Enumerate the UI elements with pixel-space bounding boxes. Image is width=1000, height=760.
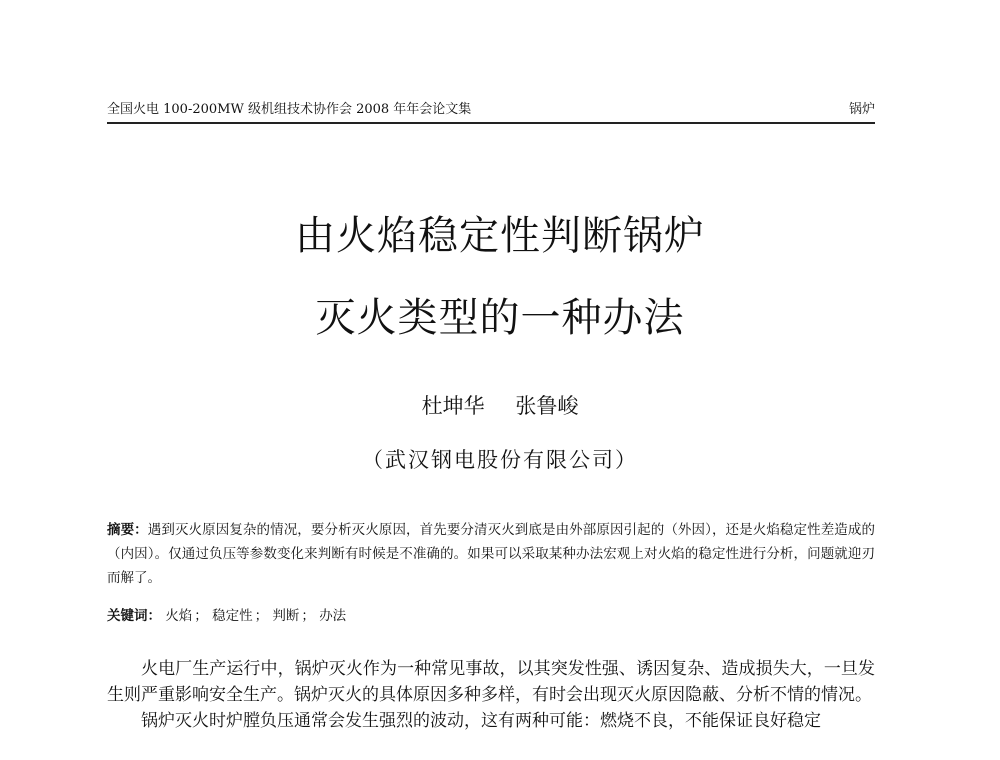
abstract-text: 遇到灭火原因复杂的情况，要分析灭火原因，首先要分清灭火到底是由外部原因引起的（外因），还是火焰稳定性差造成的（内因）。仅通过负压等参数变化来判断有时候是不准确的。如果可以采取某种办法宏观上对火焰的稳定性进行分析，问题就迎刃而解了。 xyxy=(107,522,875,586)
author-list xyxy=(0,392,1000,420)
running-header xyxy=(107,100,875,124)
keywords xyxy=(107,604,875,628)
author-name: 张鲁峻 xyxy=(515,394,579,418)
keyword-separator: ； xyxy=(301,608,315,624)
abstract xyxy=(107,518,875,590)
header-section-label: 锅炉 xyxy=(848,102,875,117)
keyword-item: 办法 xyxy=(319,608,347,624)
keyword-item: 判断 xyxy=(272,608,300,624)
keywords-label: 关键词： xyxy=(107,608,161,624)
body-paragraph: 火电厂生产运行中，锅炉灭火作为一种常见事故，以其突发性强、诱因复杂、造成损失大，一旦发生则严重影响安全生产。锅炉灭火的具体原因多种多样，有时会出现灭火原因隐蔽、分析不情的情况。 xyxy=(107,659,875,705)
keyword-item: 火焰 xyxy=(165,608,193,624)
body-text xyxy=(107,656,875,734)
author-name: 杜坤华 xyxy=(421,394,485,418)
keyword-separator: ； xyxy=(194,608,208,624)
paper-title-line-2: 灭火类型的一种办法 xyxy=(315,295,685,341)
header-proceedings-title: 全国火电 100-200MW 级机组技术协作会 2008 年年会论文集 xyxy=(107,102,472,117)
body-paragraph: 锅炉灭火时炉膛负压通常会发生强烈的波动，这有两种可能：燃烧不良，不能保证良好稳定 xyxy=(141,711,821,731)
abstract-label: 摘要： xyxy=(107,522,148,538)
keyword-item: 稳定性 xyxy=(212,608,253,624)
paper-title-line-1: 由火焰稳定性判断锅炉 xyxy=(295,213,705,259)
keyword-separator: ； xyxy=(254,608,269,624)
author-affiliation: （武汉钢电股份有限公司） xyxy=(362,448,638,472)
